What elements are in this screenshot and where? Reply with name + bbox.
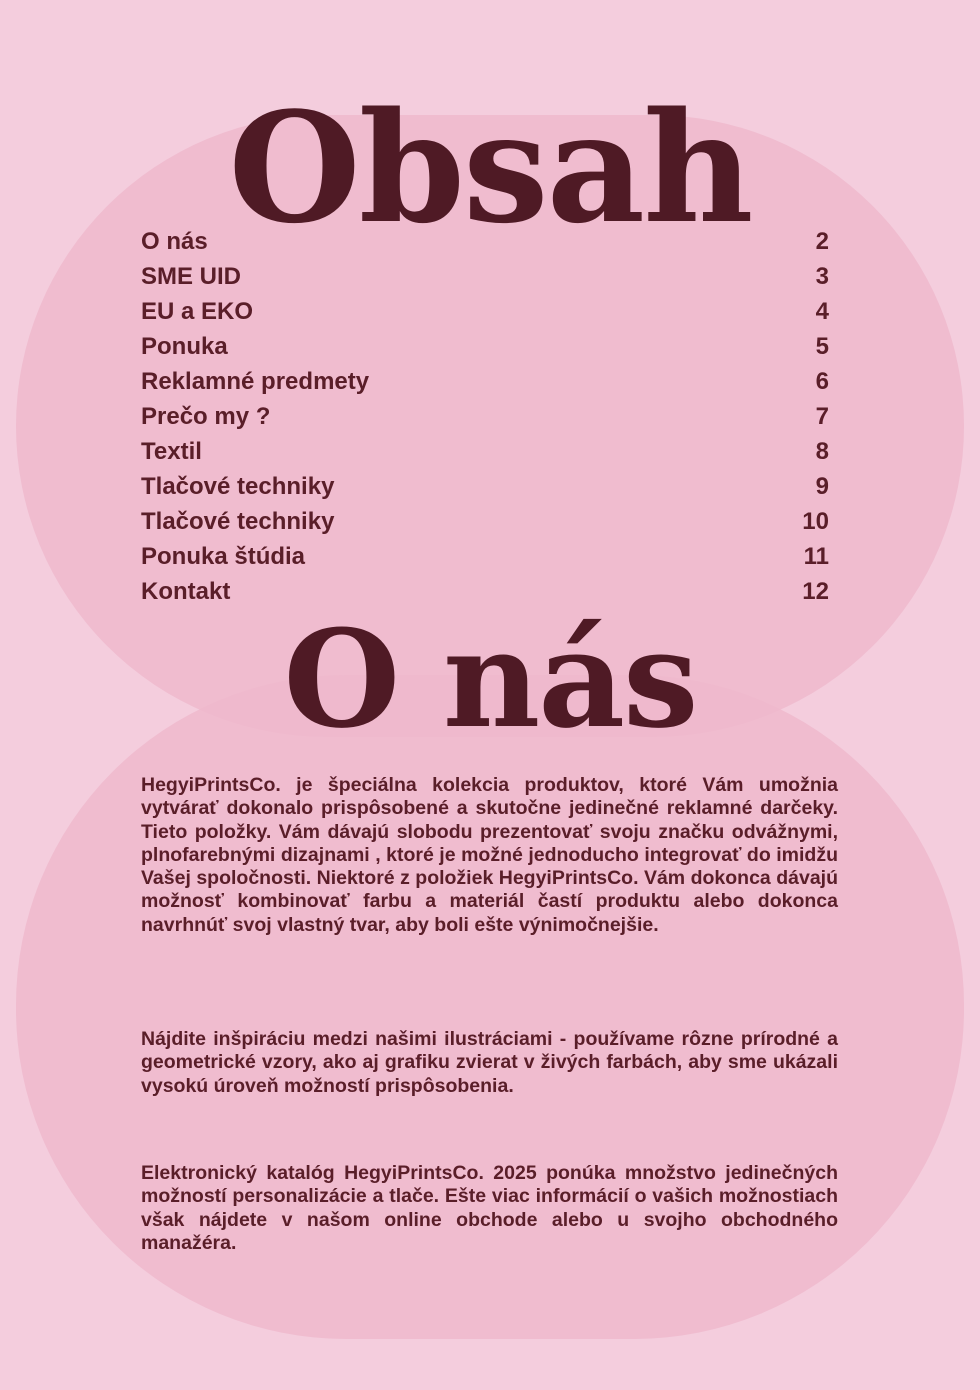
toc-label: Textil <box>141 437 202 465</box>
toc-item-reklamne-predmety[interactable] <box>141 364 829 399</box>
toc-page-number: 8 <box>815 437 829 465</box>
toc-label: Kontakt <box>141 577 231 605</box>
table-of-contents <box>141 224 829 609</box>
toc-label: Tlačové techniky <box>141 472 335 500</box>
toc-item-tlacove-techniky-2[interactable] <box>141 504 829 539</box>
contents-title: Obsah <box>228 78 752 257</box>
about-paragraph-1: HegyiPrintsCo. je špeciálna kolekcia produktov, ktoré Vám umožnia vytvárať dokonalo prispôsobené a skutočne jedinečné reklamné darčeky. Tieto položky. Vám dávajú slobodu prezentovať svoju značku odvážnymi, plnofarebnými dizajnami , ktoré je možné jednoducho integrovať do imidžu Vašej spoločnosti. Niektoré z položiek HegyiPrintsCo. Vám dokonca dávajú možnosť kombinovať farbu a materiál častí produktu alebo dokonca navrhnúť svoj vlastný tvar, aby boli ešte výnimočnejšie. <box>141 774 838 936</box>
toc-page-number: 10 <box>802 507 829 535</box>
toc-label: O nás <box>141 227 208 255</box>
toc-label: Ponuka štúdia <box>141 542 306 570</box>
toc-page-number: 4 <box>815 297 829 325</box>
toc-page-number: 11 <box>803 542 829 570</box>
toc-page-number: 12 <box>802 577 829 605</box>
toc-label: Reklamné predmety <box>141 367 370 395</box>
toc-label: SME UID <box>141 262 242 290</box>
about-paragraph-2: Nájdite inšpiráciu medzi našimi ilustráciami - používame rôzne prírodné a geometrické vzory, ako aj grafiku zvierat v živých farbách, aby sme ukázali vysokú úroveň možností prispôsobenia. <box>141 1028 838 1097</box>
toc-label: Prečo my ? <box>141 402 271 430</box>
toc-item-ponuka[interactable] <box>141 329 829 364</box>
about-paragraph-3: Elektronický katalóg HegyiPrintsCo. 2025 ponúka množstvo jedinečných možností personalizácie a tlače. Ešte viac informácií o vašich možnostiach však nájdete v našom online obchode alebo u svojho obchodného manažéra. <box>141 1162 838 1254</box>
toc-item-tlacove-techniky-1[interactable] <box>141 469 829 504</box>
toc-page-number: 2 <box>815 227 829 255</box>
toc-page-number: 3 <box>815 262 829 290</box>
toc-item-ponuka-studia[interactable] <box>141 539 829 574</box>
about-title: O nás <box>283 600 697 758</box>
toc-item-eu-a-eko[interactable] <box>141 294 829 329</box>
toc-page-number: 6 <box>815 367 829 395</box>
toc-page-number: 7 <box>815 402 829 430</box>
toc-label: Ponuka <box>141 332 228 360</box>
toc-label: Tlačové techniky <box>141 507 335 535</box>
toc-item-sme-uid[interactable] <box>141 259 829 294</box>
toc-item-textil[interactable] <box>141 434 829 469</box>
toc-page-number: 9 <box>815 472 829 500</box>
toc-item-o-nas[interactable] <box>141 224 829 259</box>
toc-item-preco-my[interactable] <box>141 399 829 434</box>
toc-page-number: 5 <box>815 332 829 360</box>
toc-label: EU a EKO <box>141 297 254 325</box>
